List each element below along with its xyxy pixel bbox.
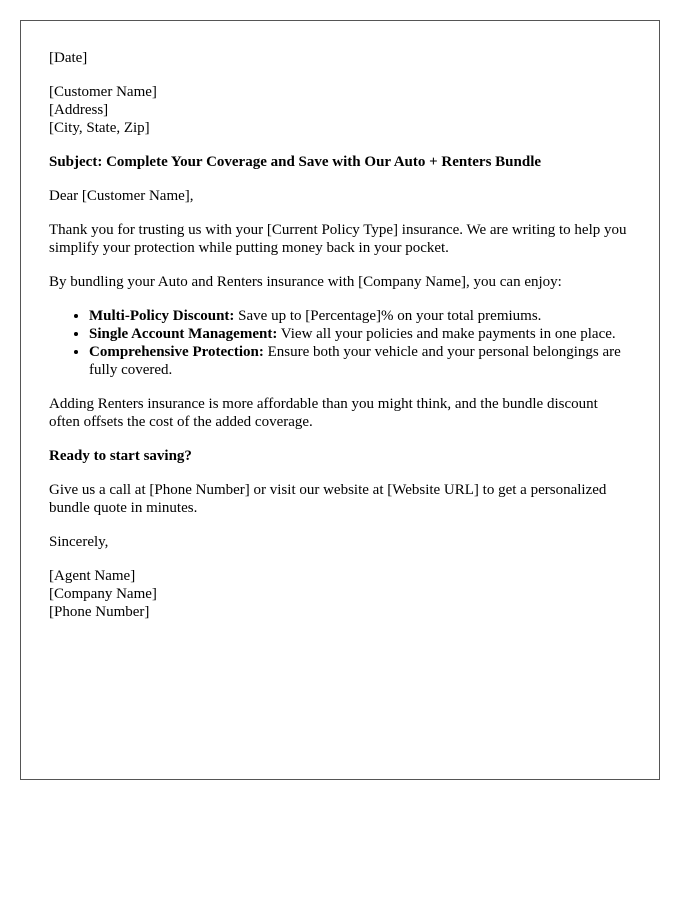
letter-salutation: Dear [Customer Name],	[49, 188, 194, 204]
benefit-text: View all your policies and make payments in one place.	[277, 326, 616, 342]
letter-paragraph-contact: Give us a call at [Phone Number] or visit our website at [Website URL] to get a personalized bundle quote in minutes.	[49, 482, 607, 516]
recipient-name: [Customer Name]	[49, 84, 157, 100]
signature-phone-number: [Phone Number]	[49, 604, 150, 620]
signature-company-name: [Company Name]	[49, 586, 157, 602]
recipient-address: [Address]	[49, 102, 109, 118]
letter-paragraph-bundle: By bundling your Auto and Renters insurance with [Company Name], you can enjoy:	[49, 274, 562, 290]
benefit-title: Multi-Policy Discount:	[89, 308, 235, 324]
letter-paragraph-affordable: Adding Renters insurance is more affordable than you might think, and the bundle discount often offsets the cost of the added coverage.	[49, 396, 598, 430]
benefit-title: Comprehensive Protection:	[89, 344, 264, 360]
call-to-action-heading: Ready to start saving?	[49, 448, 192, 464]
benefit-item	[89, 325, 631, 343]
recipient-address-block	[49, 83, 631, 137]
letter-closing: Sincerely,	[49, 534, 109, 550]
signature-agent-name: [Agent Name]	[49, 568, 136, 584]
benefit-title: Single Account Management:	[89, 326, 278, 342]
signature-block	[49, 567, 631, 621]
benefit-item	[89, 343, 631, 379]
benefit-item	[89, 307, 631, 325]
letter-date: [Date]	[49, 50, 88, 66]
letter-subject: Subject: Complete Your Coverage and Save with Our Auto + Renters Bundle	[49, 154, 542, 170]
recipient-city-state-zip: [City, State, Zip]	[49, 120, 150, 136]
benefit-text: Ensure both your vehicle and your personal belongings are fully covered.	[89, 344, 621, 378]
benefit-text: Save up to [Percentage]% on your total premiums.	[234, 308, 542, 324]
benefits-list	[49, 307, 631, 379]
letter-paragraph-intro: Thank you for trusting us with your [Current Policy Type] insurance. We are writing to help you simplify your protection while putting money back in your pocket.	[49, 222, 627, 256]
letter-page	[20, 20, 660, 780]
